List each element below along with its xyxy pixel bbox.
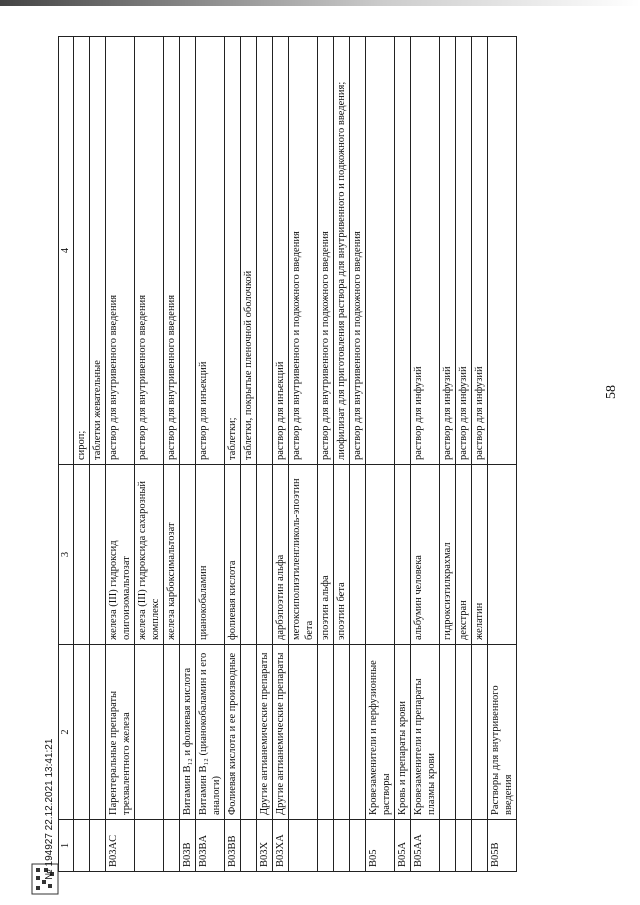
document-footer: № 194927 22.12.2021 13:41:21 — [44, 738, 55, 880]
cell-code: B03XA — [273, 820, 289, 872]
table-row — [90, 37, 106, 872]
cell-code: B05 — [366, 820, 395, 872]
table-row — [106, 37, 135, 872]
cell-substance — [180, 465, 196, 645]
cell-group: Кровезаменители и перфузионные растворы — [366, 645, 395, 820]
cell-substance: цианокобаламин — [196, 465, 225, 645]
cell-code: B03AC — [106, 820, 135, 872]
cell-code — [440, 820, 456, 872]
table-row — [488, 37, 517, 872]
cell-group — [74, 645, 90, 820]
cell-code — [350, 820, 366, 872]
cell-form: сироп; — [74, 37, 90, 465]
cell-code: B05B — [488, 820, 517, 872]
cell-form: таблетки; — [225, 37, 241, 465]
cell-substance — [241, 465, 257, 645]
cell-code: B05A — [395, 820, 411, 872]
cell-code — [334, 820, 350, 872]
cell-group: Витамин B₁₂ и фолиевая кислота — [180, 645, 196, 820]
table-row — [440, 37, 456, 872]
cell-group: Кровь и препараты крови — [395, 645, 411, 820]
cell-substance: железа (III) гидроксид олигоизомальтозат — [106, 465, 135, 645]
cell-code — [164, 820, 180, 872]
cell-group — [241, 645, 257, 820]
cell-code: B03B — [180, 820, 196, 872]
cell-form: раствор для внутривенного введения — [106, 37, 135, 465]
cell-substance — [395, 465, 411, 645]
cell-substance — [257, 465, 273, 645]
table-row — [257, 37, 273, 872]
cell-group: Фолиевая кислота и ее производные — [225, 645, 241, 820]
header-col-1: 1 — [59, 820, 74, 872]
cell-group — [440, 645, 456, 820]
cell-substance: железа (III) гидроксида сахарозный комплекс — [135, 465, 164, 645]
cell-code — [472, 820, 488, 872]
cell-code — [289, 820, 318, 872]
table-row — [225, 37, 241, 872]
cell-code — [318, 820, 334, 872]
cell-form — [257, 37, 273, 465]
cell-substance: дарбэпоэтин альфа — [273, 465, 289, 645]
cell-code — [90, 820, 106, 872]
table-row — [334, 37, 350, 872]
table-row — [456, 37, 472, 872]
cell-substance — [366, 465, 395, 645]
cell-group: Другие антианемические препараты — [257, 645, 273, 820]
cell-substance: желатин — [472, 465, 488, 645]
cell-group — [289, 645, 318, 820]
cell-form — [366, 37, 395, 465]
table-row — [180, 37, 196, 872]
cell-substance: гидроксиэтилкрахмал — [440, 465, 456, 645]
cell-group — [350, 645, 366, 820]
drug-table — [58, 36, 517, 872]
cell-group — [472, 645, 488, 820]
cell-form: таблетки, покрытые пленочной оболочкой — [241, 37, 257, 465]
table-row — [289, 37, 318, 872]
cell-form — [180, 37, 196, 465]
cell-group — [135, 645, 164, 820]
cell-form: раствор для внутривенного введения — [135, 37, 164, 465]
cell-substance — [74, 465, 90, 645]
cell-code — [456, 820, 472, 872]
cell-code: B03BA — [196, 820, 225, 872]
cell-form: раствор для инфузий — [411, 37, 440, 465]
cell-group: Витамин B₁₂ (цианокобаламин и его аналоги) — [196, 645, 225, 820]
cell-group: Парентеральные препараты трехвалентного железа — [106, 645, 135, 820]
cell-form: раствор для инфузий — [440, 37, 456, 465]
header-row — [59, 37, 74, 872]
cell-substance — [90, 465, 106, 645]
cell-code: B03X — [257, 820, 273, 872]
table-row — [273, 37, 289, 872]
cell-code — [135, 820, 164, 872]
table-row — [74, 37, 90, 872]
cell-substance: эпоэтин альфа — [318, 465, 334, 645]
table-row — [164, 37, 180, 872]
cell-code: B03BB — [225, 820, 241, 872]
cell-group — [318, 645, 334, 820]
cell-code — [241, 820, 257, 872]
cell-form: раствор для инъекций — [273, 37, 289, 465]
cell-form — [395, 37, 411, 465]
rotated-table-sheet — [58, 36, 586, 872]
cell-substance: эпоэтин бета — [334, 465, 350, 645]
table-row — [411, 37, 440, 872]
cell-form: раствор для внутривенного введения — [164, 37, 180, 465]
page-number: 58 — [604, 385, 619, 399]
header-col-3: 3 — [59, 465, 74, 645]
cell-form — [488, 37, 517, 465]
header-col-2: 2 — [59, 645, 74, 820]
cell-code — [74, 820, 90, 872]
cell-substance: железа карбоксимальтозат — [164, 465, 180, 645]
cell-group — [164, 645, 180, 820]
cell-form: таблетки жевательные — [90, 37, 106, 465]
cell-group: Растворы для внутривенного введения — [488, 645, 517, 820]
cell-code: B05AA — [411, 820, 440, 872]
cell-substance: альбумин человека — [411, 465, 440, 645]
cell-form: раствор для инфузий — [456, 37, 472, 465]
table-row — [135, 37, 164, 872]
header-col-4: 4 — [59, 37, 74, 465]
table-row — [395, 37, 411, 872]
cell-group — [90, 645, 106, 820]
cell-substance: декстран — [456, 465, 472, 645]
table-row — [196, 37, 225, 872]
cell-substance — [488, 465, 517, 645]
table-row — [318, 37, 334, 872]
cell-group: Кровезаменители и препараты плазмы крови — [411, 645, 440, 820]
cell-form: раствор для внутривенного и подкожного введения — [350, 37, 366, 465]
cell-substance — [350, 465, 366, 645]
table-row — [366, 37, 395, 872]
cell-group — [456, 645, 472, 820]
cell-form: раствор для внутривенного и подкожного введения — [318, 37, 334, 465]
cell-group — [334, 645, 350, 820]
cell-form: раствор для внутривенного и подкожного введения — [289, 37, 318, 465]
scan-edge — [0, 0, 640, 6]
table-row — [241, 37, 257, 872]
cell-form: раствор для инфузий — [472, 37, 488, 465]
cell-group: Другие антианемические препараты — [273, 645, 289, 820]
table-row — [350, 37, 366, 872]
cell-substance: фолиевая кислота — [225, 465, 241, 645]
cell-substance: метоксиполиэтиленгликоль-эпоэтин бета — [289, 465, 318, 645]
table-row — [472, 37, 488, 872]
cell-form: раствор для инъекций — [196, 37, 225, 465]
cell-form: лиофилизат для приготовления раствора для внутривенного и подкожного введения; — [334, 37, 350, 465]
